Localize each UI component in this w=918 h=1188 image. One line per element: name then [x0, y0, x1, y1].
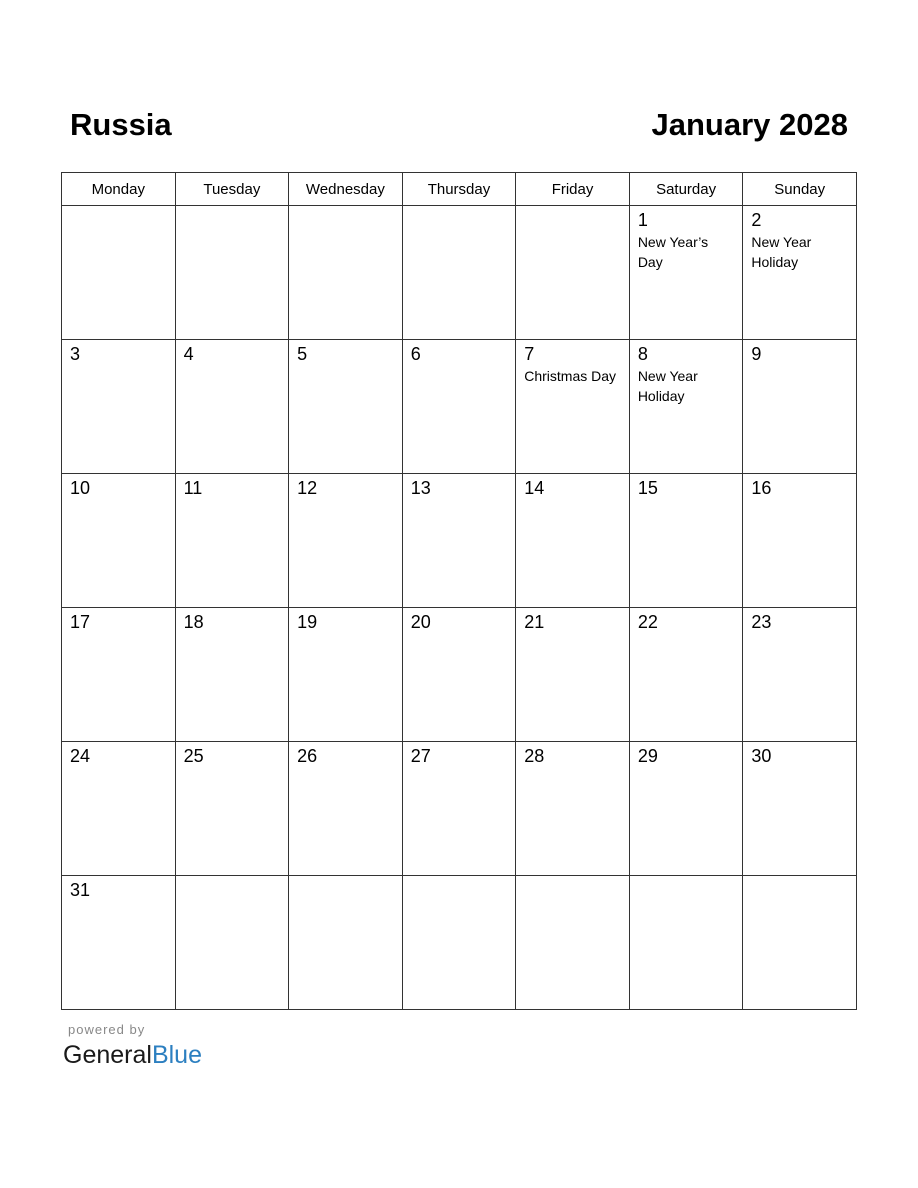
day-number: 5 — [297, 344, 308, 364]
holiday-label: New Year’s Day — [637, 234, 709, 270]
day-number: 11 — [183, 478, 203, 498]
day-number: 28 — [524, 746, 545, 766]
weekday-wednesday: Wednesday — [289, 173, 403, 206]
calendar-grid — [61, 172, 857, 1010]
day-cell — [289, 474, 403, 608]
day-cell — [175, 608, 289, 742]
week-row — [62, 608, 857, 742]
day-cell — [62, 474, 176, 608]
day-cell — [402, 608, 516, 742]
day-cell — [289, 876, 403, 1010]
day-number: 18 — [183, 612, 204, 632]
calendar-country-title: Russia — [70, 107, 172, 142]
day-cell — [62, 608, 176, 742]
day-cell — [629, 608, 743, 742]
day-cell — [175, 340, 289, 474]
weekday-friday: Friday — [516, 173, 630, 206]
day-cell — [516, 876, 630, 1010]
day-cell — [516, 340, 630, 474]
day-cell — [743, 608, 857, 742]
day-number: 16 — [751, 478, 772, 498]
day-cell — [743, 206, 857, 340]
day-cell — [62, 340, 176, 474]
day-number: 6 — [410, 344, 421, 364]
day-cell — [743, 742, 857, 876]
day-cell — [175, 742, 289, 876]
day-cell — [289, 608, 403, 742]
day-cell — [402, 876, 516, 1010]
day-number: 10 — [70, 478, 91, 498]
day-cell — [289, 340, 403, 474]
day-cell — [743, 876, 857, 1010]
day-cell — [516, 206, 630, 340]
day-number: 22 — [637, 612, 658, 632]
day-number: 7 — [524, 344, 535, 364]
generalblue-logo — [63, 1039, 202, 1071]
day-number: 14 — [524, 478, 545, 498]
day-number: 23 — [751, 612, 772, 632]
day-number: 30 — [751, 746, 772, 766]
day-cell — [402, 340, 516, 474]
weekday-tuesday: Tuesday — [175, 173, 289, 206]
weekday-monday: Monday — [62, 173, 176, 206]
week-row — [62, 876, 857, 1010]
day-number: 3 — [70, 344, 81, 364]
powered-by-label: powered by — [68, 1022, 146, 1037]
day-cell — [175, 876, 289, 1010]
holiday-label: Christmas Day — [524, 368, 617, 384]
day-cell — [62, 206, 176, 340]
day-number: 4 — [183, 344, 194, 364]
weekday-header-row — [62, 173, 857, 206]
day-cell — [516, 608, 630, 742]
holiday-label: New Year Holiday — [637, 368, 698, 404]
day-number: 15 — [637, 478, 658, 498]
day-number: 1 — [637, 210, 648, 230]
day-number: 21 — [524, 612, 545, 632]
day-number: 12 — [297, 478, 318, 498]
day-cell — [175, 206, 289, 340]
day-cell — [402, 206, 516, 340]
day-cell — [743, 474, 857, 608]
brand-general-text: General — [63, 1041, 152, 1069]
day-cell — [289, 206, 403, 340]
weekday-saturday: Saturday — [629, 173, 743, 206]
day-cell — [62, 742, 176, 876]
day-number: 26 — [297, 746, 318, 766]
day-cell — [402, 742, 516, 876]
day-number: 31 — [70, 880, 91, 900]
day-number: 9 — [751, 344, 762, 364]
day-cell — [629, 742, 743, 876]
day-cell — [62, 876, 176, 1010]
day-cell — [629, 206, 743, 340]
day-number: 19 — [297, 612, 318, 632]
week-row — [62, 206, 857, 340]
day-number: 17 — [70, 612, 91, 632]
day-cell — [629, 876, 743, 1010]
day-cell — [175, 474, 289, 608]
week-row — [62, 474, 857, 608]
day-number: 20 — [410, 612, 431, 632]
day-number: 8 — [637, 344, 648, 364]
day-cell — [289, 742, 403, 876]
week-row — [62, 742, 857, 876]
day-cell — [516, 742, 630, 876]
day-cell — [743, 340, 857, 474]
day-number: 2 — [751, 210, 762, 230]
day-cell — [402, 474, 516, 608]
day-number: 25 — [183, 746, 204, 766]
weekday-sunday: Sunday — [743, 173, 857, 206]
day-number: 13 — [410, 478, 431, 498]
day-cell — [516, 474, 630, 608]
holiday-label: New Year Holiday — [751, 234, 812, 270]
day-number: 29 — [637, 746, 658, 766]
calendar-month-title: January 2028 — [651, 107, 848, 142]
week-row — [62, 340, 857, 474]
day-cell — [629, 340, 743, 474]
day-number: 27 — [410, 746, 431, 766]
day-cell — [629, 474, 743, 608]
day-number: 24 — [70, 746, 91, 766]
weekday-thursday: Thursday — [402, 173, 516, 206]
brand-blue-text: Blue — [151, 1041, 202, 1069]
